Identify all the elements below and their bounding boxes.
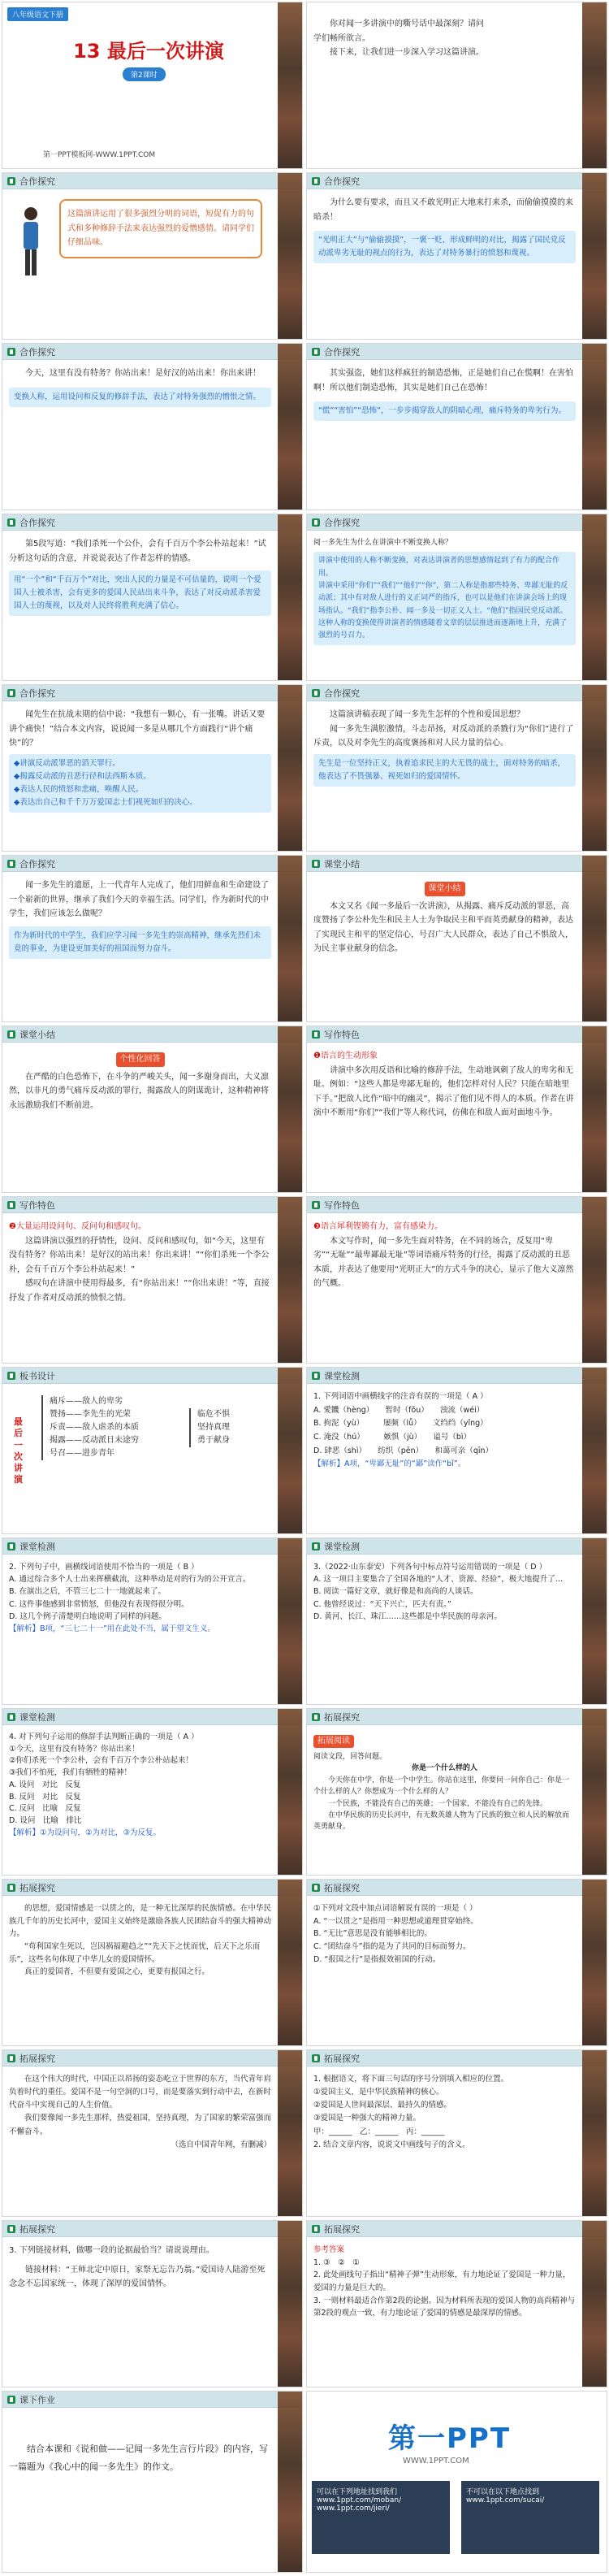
option: ③爱国是一种强大的精神力量。 [313, 2114, 421, 2123]
source-text: 第一PPT模板网-WWW.1PPT.COM [43, 151, 156, 159]
answer-item: ◆表达出自己和千千万万爱国志士们视死如归的决心。 [14, 797, 197, 807]
grade-tag: 八年级语文下册 [7, 7, 68, 21]
slide-test-3 [306, 1537, 607, 1705]
board-row: 揭露——反动派日末途穷 [50, 1436, 139, 1445]
slide-header: 合作探究 [307, 344, 607, 360]
book-icon [312, 348, 320, 356]
book-icon [7, 1372, 15, 1380]
analysis-box: 作为新时代的中学生，我们应学习闻一多先生的崇高精神，继承先烈们未竟的事业，为建设更加美好的祖国而努力奋斗。 [9, 926, 271, 959]
answer-item: 3. 一则材料最适合作第2段的论据。因为材料所表现的爱国人物的高尚精神与第2段的观点一致，有力地论证了爱国的情感是最深厚的情感。 [313, 2296, 576, 2318]
passage-text: 的思想，爱国情感是一以贯之的，是一种无比深厚的民族情感。在中华民族几千年的历史长河中，爱国主义始终是激励各族人民团结奋斗的强大精神动力。 [9, 1904, 272, 1939]
decor-strip [278, 2, 302, 168]
option: B. “无比”意思是没有能够相比的。 [313, 1929, 432, 1939]
question-text: 2. 下列句子中，画横线词语使用不恰当的一项是（ B ） [9, 1563, 199, 1572]
book-icon [312, 177, 320, 185]
decor-strip [582, 1368, 607, 1533]
slide-coop-1 [2, 172, 303, 340]
slide-coop-6 [306, 514, 607, 681]
passage-text: 一个民族，不能没有自己的英雄；一个国家，不能没有自己的先锋。 [328, 1799, 548, 1808]
explanation: 【解析】B项，“三七二十一”用在此处不当，属于望文生义。 [9, 1624, 215, 1633]
passage-text: 今天你在中学，你是一个中学生。你站在这里，你要问一问你自己：你是一个什么样的人？你想成为一个什么样的人？ [313, 1776, 570, 1797]
slide-header: 课堂检测 [307, 1368, 607, 1384]
decor-strip [582, 856, 607, 1021]
decor-strip [582, 344, 607, 510]
option: D. 黄河、长江、珠江……这些都是中华民族的母亲河。 [313, 1611, 502, 1621]
fill-blank: 甲：______ 乙：______ 丙：______ [313, 2127, 445, 2136]
passage-text: 我们要像闻一多先生那样，热爱祖国，坚持真理，为了国家的繁荣富强而不懈奋斗。 [9, 2114, 272, 2136]
decor-strip [278, 1368, 302, 1533]
explanation: 【解析】①为设问句，②为对比，③为反复。 [9, 1828, 162, 1837]
explanation: 【解析】A项，“卑鄙无耻”的“鄙”读作“bǐ”。 [313, 1459, 466, 1469]
slide-test-1 [306, 1367, 607, 1534]
slide-answers [306, 2220, 607, 2387]
book-icon [312, 1542, 320, 1550]
slide-coop-4 [306, 343, 607, 510]
book-icon [7, 1201, 15, 1209]
slide-header: 合作探究 [2, 856, 302, 872]
decor-strip [582, 173, 607, 339]
info-box-1 [312, 2481, 450, 2554]
slide-header: 写作特色 [307, 1197, 607, 1213]
slide-test-2 [2, 1537, 303, 1705]
brand-url: WWW.1PPT.COM [403, 2457, 469, 2465]
decor-strip [582, 1880, 607, 2045]
book-icon [7, 518, 15, 527]
option: C. 反问 比喻 反复 [9, 1804, 81, 1814]
option: D. 设问 比喻 排比 [9, 1816, 82, 1826]
board-row: 痛斥——敌人的卑劣 [50, 1397, 123, 1406]
title-slide [2, 2, 303, 169]
decor-strip [582, 2221, 607, 2387]
info-box-title: 可以在下列地址找到我们 [317, 2488, 398, 2496]
slide-coop-2 [306, 172, 607, 340]
question-text: 4. 对下列句子运用的修辞手法判断正确的一项是（ A ） [9, 1733, 199, 1741]
book-icon [312, 518, 320, 527]
book-icon [7, 860, 15, 868]
slide-homework [2, 2391, 303, 2573]
slide-header: 合作探究 [2, 173, 302, 189]
slide-writing-1 [306, 1026, 607, 1193]
reading-badge: 拓展阅读 [313, 1735, 354, 1748]
slide-ext-4 [2, 2049, 303, 2217]
book-icon [312, 1372, 320, 1380]
note-box: 这篇演讲运用了很多强烈分明的词语，短促有力的句式和多种修辞手法来表达强烈的爱憎感情。请同学们仔细品味。 [59, 199, 262, 258]
summary-badge: 课堂小结 [425, 882, 465, 896]
option: ③我们不怕死，我们有牺牲的精神！ [9, 1768, 132, 1778]
question-text: 阅一多先生为什么在讲演中不断变换人称？ [313, 539, 453, 547]
slide-header: 合作探究 [2, 514, 302, 531]
analysis-line-3: 这种人称的变换使得讲演者的情感随着文章的层层推进而逐渐地上升，充满了强烈的号召力。 [318, 618, 568, 640]
answer-item: 2. 此处画线句子指出“精神子弹”生动形象，有力地论证了爱国是一种力量，爱国的力量是巨大的。 [313, 2270, 571, 2293]
decor-strip [278, 2392, 302, 2572]
answer-title: 参考答案 [313, 2245, 345, 2254]
question-text: 这篇演讲稿表现了闻一多先生怎样的个性和爱国思想？ [330, 710, 525, 719]
info-link[interactable]: www.1ppt.com/sucai/ [466, 2496, 545, 2504]
slide-ext-3 [306, 1879, 607, 2046]
decor-strip [582, 2, 607, 168]
question-text: 闻一多先生的遗愿，上一代青年人完成了，他们用鲜血和生命建设了一个崭新的世界，继承了我们今天的幸福生活。同学们，作为新时代的中学生，我们应该怎么做呢？ [9, 881, 269, 918]
slide-header: 拓展探究 [307, 2221, 607, 2237]
decor-strip [582, 1709, 607, 1875]
analysis-box: 先生是一位坚持正义，执着追求民主的大无畏的战士，面对特务的暗杀，他表达了不畏强暴、视死如归的爱国情怀。 [313, 754, 576, 787]
ad-slide [306, 2391, 607, 2573]
slide-header: 拓展探究 [2, 1880, 302, 1896]
intro-text: 你对闻一多讲演中的嘶号话中最深刻？请问 [330, 20, 484, 28]
board-side-title: 最后一次讲演 [14, 1416, 23, 1485]
passage-text: 在这个伟大的时代，中国正以昂扬的姿态屹立于世界的东方，当代青年肩负着时代的重任。爱国不是一句空洞的口号，而是要落实到行动中去，在新时代奋斗中实现自己的人生价值。 [9, 2075, 272, 2110]
slide-coop-8 [306, 684, 607, 852]
board-tree [41, 1395, 171, 1460]
book-icon [312, 2054, 320, 2062]
slide-writing-3 [306, 1196, 607, 1364]
question-text: 1. 根据语文，将下面三句话的序号分别填入相应的位置。 [313, 2075, 509, 2084]
decor-strip [278, 344, 302, 510]
answer-box [9, 754, 271, 813]
book-icon [7, 2054, 15, 2062]
decor-strip [278, 1538, 302, 1704]
slide-header: 拓展探究 [2, 2221, 302, 2237]
quote-text: 今天，这里有没有特务？你站出来！是好汉的站出来！你出来讲！ [25, 369, 261, 378]
slide-header: 课堂检测 [2, 1538, 302, 1555]
answer-item: ◆揭露反动派的丑恶行径和法西斯本质。 [14, 771, 151, 781]
option: A. 设问 对比 反复 [9, 1780, 81, 1789]
book-icon [7, 2396, 15, 2404]
intro-text-3: 接下来，让我们进一步深入学习这篇讲演。 [330, 48, 484, 57]
option: A. 通过综合多个人士出来挥横截流，这种举动是对的行为的公开宣言。 [9, 1575, 251, 1585]
option: A. 这一项目主要集合了全国各地的“人才、资源、经验”，极大地提升了… [313, 1575, 564, 1585]
book-icon [312, 1201, 320, 1209]
answer-item: ◆讲演反动派罪恶的滔天罪行。 [14, 758, 120, 768]
quote-text: 其实强盗，她们这样疯狂的制造恐怖，正是她们自己在慌啊！在害怕啊！所以他们制造恐怖，其实是她们自己在恐怖！ [313, 369, 573, 392]
board-trait: 临危不惧 [197, 1410, 230, 1419]
feature-title: ❸语言犀利铿锵有力，富有感染力。 [313, 1222, 443, 1231]
question-text: 3. 下列链接材料，做哪一段的论据最恰当？请说说理由。 [9, 2246, 214, 2255]
slide-header: 课堂检测 [307, 1538, 607, 1555]
summary-badge: 个性化回答 [116, 1052, 165, 1067]
intro-text-2: 学们畅所欲言。 [313, 33, 370, 43]
option: B. 拘泥（yù） 屡频（lǚ） 文绉绉（yǐng） [313, 1419, 488, 1429]
slide-header: 拓展探究 [307, 1709, 607, 1725]
decor-strip [582, 514, 607, 680]
info-link[interactable]: www.1ppt.com/jieri/ [317, 2504, 390, 2513]
decor-strip [582, 2050, 607, 2216]
decor-strip [278, 1026, 302, 1192]
feature-text: 本文写作时，闻一多先生面对特务，在不同的场合，反复用“卑劣”“无耻”“最卑鄙最无耻”等词语痛斥特务的行径，揭露了反动派的丑恶本质，并表达了他要用“光明正大”的方式斗争的决心，显示了他大义凛然的气概。 [313, 1236, 574, 1288]
decor-strip [582, 1538, 607, 1704]
analysis-box: “慌”“害怕”“恐怖”，一步步揭穿敌人的阴暗心理，痛斥特务的卑劣行为。 [313, 401, 576, 421]
board-row: 号召——进步青年 [50, 1449, 114, 1458]
book-icon [7, 689, 15, 697]
brand-logo: 第一PPT [388, 2422, 512, 2455]
question-text: 3.（2022·山东泰安）下列各句中标点符号运用错误的一项是（ D ） [313, 1563, 547, 1572]
book-icon [7, 348, 15, 356]
question-text: 1. 下列词语中画横线字的注音有误的一项是（ A ） [313, 1392, 488, 1401]
decor-strip [278, 1197, 302, 1363]
slide-coop-9 [2, 855, 303, 1022]
decor-strip [278, 2050, 302, 2216]
passage-text: 在中华民族的历史长河中，有无数英雄人物为了民族的独立和人民的解放而英勇献身。 [313, 1811, 570, 1832]
feature-text: 这篇讲演以强烈的抒情性，设问、反问和感叹句，如“今天，这里有没有特务？你站出来！是好汉的站出来！你出来讲！”“你们杀死一个李公朴，会有千百万个李公朴站起来！” [9, 1236, 270, 1274]
decor-strip [278, 856, 302, 1021]
option: B. 在演出之后，不管三七二十一地就起来了。 [9, 1587, 166, 1597]
option: B. 反问 对比 反复 [9, 1792, 81, 1802]
decor-strip [278, 2221, 302, 2387]
book-icon [312, 2225, 320, 2233]
option: D. 肆恶（shì） 纺织（pēn） 和蔼可亲（qīn） [313, 1446, 494, 1455]
decor-strip [278, 1709, 302, 1875]
option: C. 他曾经说过：“天下兴亡，匹夫有责。” [313, 1599, 451, 1609]
slide-header: 合作探究 [307, 685, 607, 701]
decor-strip [278, 173, 302, 339]
slide-coop-7 [2, 684, 303, 852]
option: C. 这件事他感到非常愤怒，但他没有表现得很分明。 [9, 1599, 189, 1609]
option: ②你们杀死一个李公朴，会有千百万个李公朴站起来！ [9, 1756, 194, 1766]
slide-header: 课堂检测 [2, 1709, 302, 1725]
option: ②爱国是人世间最深层、最持久的情感。 [313, 2101, 452, 2110]
decor-strip [582, 1197, 607, 1363]
analysis-box: 用“一个”和“千百万个”对比，突出人民的力量是不可估量的，说明一个爱国人士被杀害，会有更多的爱国人民站出来斗争，表达了对反动派杀害爱国人士的蔑视，以及对人民终将胜利充满了信心。 [9, 570, 271, 616]
decor-strip [278, 1880, 302, 2045]
board-row: 赞扬——李先生的光荣 [50, 1410, 131, 1419]
quote-text: 为什么要有要求，而且又不敢光明正大地来打来杀，而偷偷摸摸的来暗杀！ [313, 198, 573, 222]
slide-test-4 [2, 1708, 303, 1876]
info-link[interactable]: www.1ppt.com/moban/ [317, 2496, 402, 2504]
option: A. 愛饑（hèng） 暂时（fǒu） 浊流（wéi） [313, 1405, 485, 1415]
slide-header: 课堂小结 [307, 856, 607, 872]
analysis-line-2: 讲演中采用“你们”“我们”“他们”“你”，第二人称是指那些特务、卑鄙无耻的反动派；其中有对敌人进行的义正词严的指斥，也可以是他们在讲演会场上的现场指认。“我们”指李公朴、闻一多及一切正义人士。“他们”指国民党反动派。 [318, 581, 568, 615]
slide-coop-5 [2, 514, 303, 681]
book-icon [312, 1713, 320, 1721]
decor-strip [278, 685, 302, 851]
slide-ext-2 [2, 1879, 303, 2046]
passage-source: （选自中国青年网，有删减） [171, 2140, 271, 2149]
question-text: 阅读文段，回答问题。 [313, 1753, 387, 1761]
analysis-box [313, 552, 576, 645]
board-trait: 坚持真理 [197, 1423, 230, 1432]
slide-header: 合作探究 [2, 685, 302, 701]
slide-summary-2 [2, 1026, 303, 1193]
body-text: 闻一多先生满腔激情，斗志昂扬，对反动派的杀戮行为“你们”进行了斥责，以及对李先生的高度褒扬和对人民力量的信心。 [313, 724, 574, 748]
slide-summary [306, 855, 607, 1022]
option: B. 阅读一篇好文章，就好像是和高尚的人谈话。 [313, 1587, 478, 1597]
option: D. 这几个例子清楚明白地说明了同样的问题。 [9, 1611, 166, 1621]
slide-header: 合作探究 [2, 344, 302, 360]
material-text: 链接材料：“王师北定中原日，家祭无忘告乃翁。”爱国诗人陆游至死念念不忘国家统一，体现了深厚的爱国情怀。 [9, 2265, 266, 2288]
analysis-box: “光明正大”与“偷偷摸摸”，一褒一贬，形成鲜明的对比，揭露了国民党反动派卑劣无耻的视点的行为，表达了对特务暴行的愤怒和蔑视。 [313, 231, 576, 263]
feature-text-2: 感叹句在讲演中使用得最多，有“你站出来！”“你出来讲！”等，直接抒发了作者对反动派的愤恨之情。 [9, 1279, 270, 1303]
summary-text: 在严酷的白色恐怖下，在斗争的严峻关头，闻一多谢身而出，大义凛然，以非凡的勇气痛斥反动派的罪行，揭露敌人的阴谋诡计，这种精神将永远激励我们不断前进。 [9, 1072, 269, 1110]
slide-intro [306, 2, 607, 169]
option: C. 淹没（hú） 嫉惧（jù） 谥号（bì） [313, 1432, 472, 1442]
slide-header: 课下作业 [2, 2392, 302, 2408]
feature-title: ❶语言的生动形象 [313, 1052, 378, 1060]
answer-item: ◆表达人民的愤怒和悲痛，唤醒人民。 [14, 784, 144, 794]
slide-header: 合作探究 [307, 173, 607, 189]
analysis-box: 变换人称，运用设问和反复的修辞手法，表达了对特务强烈的憎恨之情。 [9, 388, 271, 407]
slide-header: 板书设计 [2, 1368, 302, 1384]
book-icon [7, 1030, 15, 1039]
passage-text: 真正的爱国者，不但要有爱国之心，更要有报国之行。 [24, 1967, 210, 1977]
slide-ext-6 [2, 2220, 303, 2387]
slide-header: 拓展探究 [307, 2050, 607, 2066]
option: A. “一以贯之”是指用一种思想或道理贯穿始终。 [313, 1916, 478, 1926]
book-icon [312, 1884, 320, 1892]
feature-title: ❷大量运用设问句、反问句和感叹句。 [9, 1222, 146, 1231]
slide-header: 写作特色 [307, 1026, 607, 1043]
book-icon [312, 860, 320, 868]
question-text-2: 2. 结合文章内容，说说文中画线句子的含义。 [313, 2140, 470, 2149]
option: ①今天，这里有没有特务？你站出来！ [9, 1744, 140, 1754]
feature-text: 讲演中多次用反语和比喻的修辞手法，生动地讽刺了敌人的卑劣和无耻。例如：“这些人都是卑鄙无耻的，他们怎样对付人民？只能在暗地里下手。”把敌人比作“暗中的幽灵”，揭示了他们见不得人的本质。作者在讲演中不断用“你们”“我们”等人称代词，仿佛在和敌人面对面地斗争。 [313, 1065, 574, 1117]
info-box-2 [461, 2481, 599, 2554]
option: C. “团结奋斗”指的是为了共同的目标而努力。 [313, 1942, 471, 1952]
option: ①爱国主义，是中华民族精神的核心。 [313, 2088, 444, 2097]
question-text: 第5段写道：“我们杀死一个公仆，会有千百万个李公朴站起来！”试分析这句话的含意，并说说表达了作者怎样的情感。 [9, 540, 266, 563]
slide-writing-2 [2, 1196, 303, 1364]
answer-item: 1. ③ ② ① [313, 2257, 360, 2267]
slide-header: 合作探究 [307, 514, 607, 531]
teacher-figure [17, 206, 45, 279]
slide-header: 课堂小结 [2, 1026, 302, 1043]
decor-strip [582, 685, 607, 851]
book-icon [7, 1713, 15, 1721]
book-icon [7, 1884, 15, 1892]
book-icon [7, 2225, 15, 2233]
slide-coop-3 [2, 343, 303, 510]
slide-header: 写作特色 [2, 1197, 302, 1213]
book-icon [7, 177, 15, 185]
board-right [189, 1408, 254, 1447]
slide-ext-5 [306, 2049, 607, 2217]
analysis-line-1: 讲演中使用的人称不断变换，对表达讲演者的思想感情起到了有力的配合作用。 [318, 557, 560, 578]
slide-header: 拓展探究 [307, 1880, 607, 1896]
slide-board [2, 1367, 303, 1534]
session-badge: 第2课时 [123, 67, 166, 81]
book-icon [7, 1542, 15, 1550]
info-box-title: 不可以在以下地点找到 [466, 2488, 540, 2496]
board-trait: 勇于献身 [197, 1436, 230, 1445]
summary-text: 本文又名《闻一多最后一次讲演》，从揭露、痛斥反动派的罪恶，高度赞扬了李公朴先生和民主人士为争取民主和平而英勇献身的精神，表达了实现民主和平的坚定信心，号召广大人民群众，表达了自己不惧敌人，为民主事业献身的信念。 [313, 901, 573, 953]
option: D. “报国之行”是指报效祖国的行动。 [313, 1954, 441, 1964]
decor-strip [582, 1026, 607, 1192]
decor-strip [278, 514, 302, 680]
lesson-title: 13 最后一次讲演 [73, 40, 224, 63]
question-text: ①下列对文段中加点词语解说有误的一项是（ ） [313, 1904, 477, 1913]
book-icon [312, 689, 320, 697]
book-icon [312, 1030, 320, 1039]
slide-ext-1 [306, 1708, 607, 1876]
passage-title: 你是一个什么样的人 [411, 1764, 477, 1773]
passage-text: “苟利国家生死以，岂因祸福避趋之”“先天下之忧而忧，后天下之乐而乐”，这些名句体现了中华儿女的爱国情怀。 [9, 1942, 261, 1964]
slide-header: 拓展探究 [2, 2050, 302, 2066]
question-text: 闻先生在抗战末期的信中说：“我想有一颗心，有一张嘴。讲话又要讲个痛快！”结合本文内容，说说闻一多是从哪几个方面践行“讲个痛快”的？ [9, 710, 266, 748]
board-row: 斥责——敌人虐杀的本质 [50, 1423, 139, 1432]
homework-text: 结合本课和《说和做——记闻一多先生言行片段》的内容，写一篇题为《我心中的闻一多先生》的作文。 [9, 2444, 268, 2472]
